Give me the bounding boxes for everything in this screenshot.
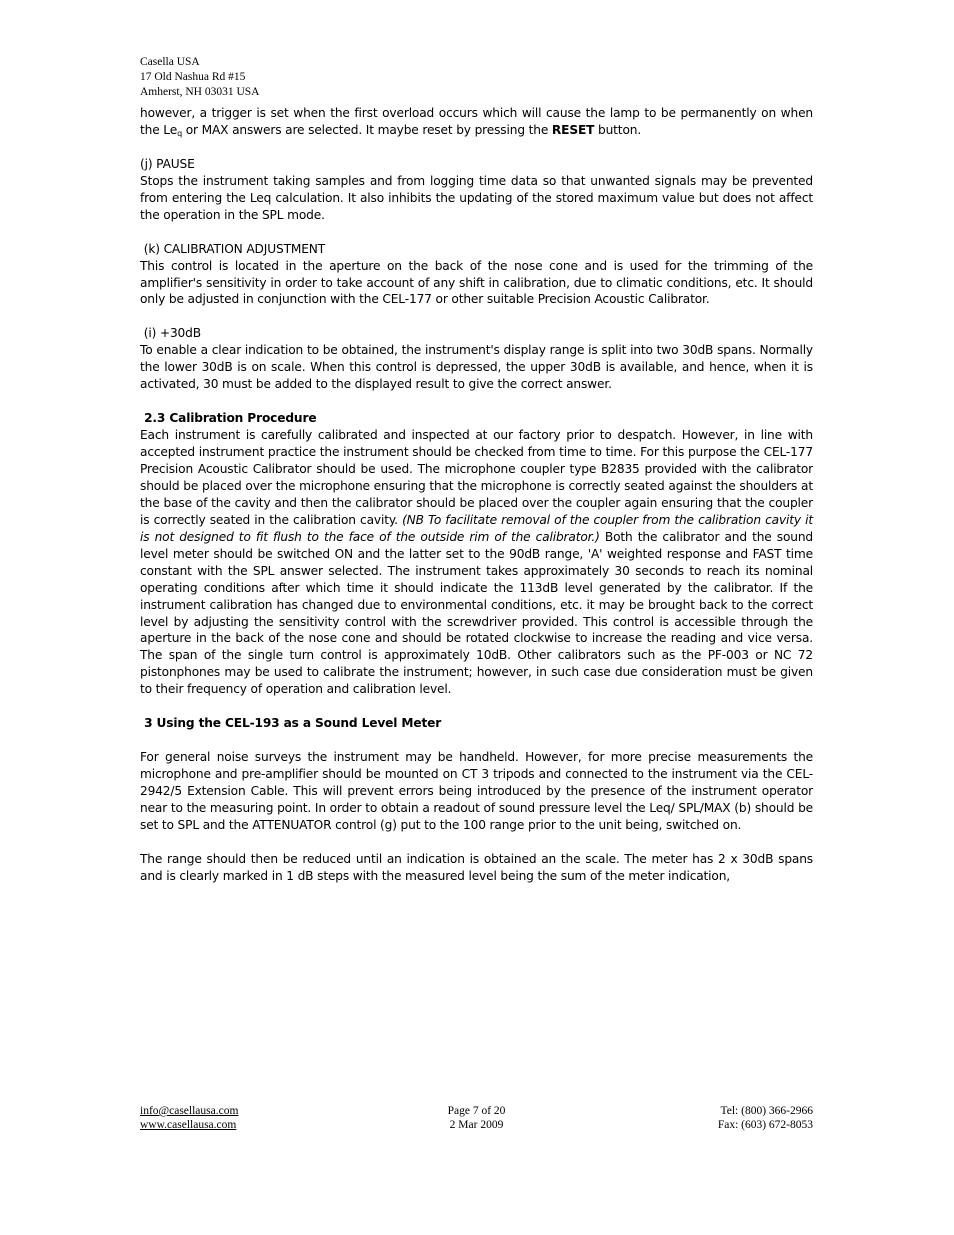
section-title-pause: (j) PAUSE: [140, 156, 195, 171]
letterhead: [140, 55, 259, 100]
paragraph-30db: To enable a clear indication to be obtained, the instrument's display range is split into two 30dB spans. Normally the lower 30dB is on scale. When this control is depressed, the upper 30dB is available, and hence, when it is activated, 30 must be added to the displayed result to give the correct answer.: [140, 343, 813, 392]
website-link[interactable]: www.casellausa.com: [140, 1119, 237, 1131]
paragraph-general-surveys: For general noise surveys the instrument may be handheld. However, for more precise measurements the microphone and pre-amplifier should be mounted on CT 3 tripods and connected to the instrument via the CEL-2942/5 Extension Cable. This will prevent errors being introduced by the presence of the instrument operator near to the measuring point. In order to obtain a readout of sound pressure level the Leq/ SPL/MAX (b) should be set to SPL and the ATTENUATOR control (g) put to the 100 range prior to the unit being, switched on.: [140, 750, 813, 832]
document-body: [140, 105, 813, 885]
footer-page-info: [140, 1104, 813, 1132]
heading-sound-level-meter: 3 Using the CEL-193 as a Sound Level Meter: [140, 716, 442, 731]
telephone: Tel: (800) 366-2966: [720, 1105, 813, 1117]
paragraph-calibration-procedure: Each instrument is carefully calibrated and inspected at our factory prior to despatch. However, in line with accepted instrument practice the instrument should be checked from time to time. For this purpose the CEL-177 Precision Acoustic Calibrator should be used. The microphone coupler type B2835 provided with the calibrator should be placed over the microphone ensuring that the microphone is correctly seated against the shoulders at the base of the cavity and then the calibrator should be placed over the coupler again ensuring that the coupler is correctly seated in the calibration cavity. (NB To facilitate removal of the coupler from the calibration cavity it is not designed to fit flush to the face of the outside rim of the calibrator.) Both the calibrator and the sound level meter should be switched ON and the latter set to the 90dB range, 'A' weighted response and FAST time constant with the SPL answer selected. The instrument takes approximately 30 seconds to reach its nominal operating conditions after which time it should indicate the 113dB level generated by the calibrator. If the instrument calibration has changed due to environmental conditions, etc. it may be brought back to the correct level by adjusting the sensitivity control with the screwdriver provided. This control is accessible through the aperture in the back of the nose cone and should be rotated clockwise to increase the reading and vice versa. The span of the single turn control is approximately 10dB. Other calibrators such as the PF-003 or NC 72 pistonphones may be used to calibrate the instrument; however, in such case due consideration must be given to their frequency of operation and calibration level.: [140, 428, 813, 697]
heading-calibration-procedure: 2.3 Calibration Procedure: [140, 411, 317, 426]
paragraph-range: The range should then be reduced until an indication is obtained an the scale. The meter has 2 x 30dB spans and is clearly marked in 1 dB steps with the measured level being the sum of the meter indication,: [140, 851, 813, 883]
reset-label: RESET: [551, 122, 595, 137]
company-name: Casella USA: [140, 56, 200, 68]
paragraph-calibration-adjustment: This control is located in the aperture on the back of the nose cone and is used for the trimming of the amplifier's sensitivity in order to take account of any shift in calibration, due to climatic conditions, etc. It should only be adjusted in conjunction with the CEL-177 or other suitable Precision Acoustic Calibrator.: [140, 258, 813, 307]
section-title-30db: (i) +30dB: [140, 326, 201, 341]
paragraph-pause: Stops the instrument taking samples and from logging time data so that unwanted signals may be prevented from entering the Leq calculation. It also inhibits the updating of the stored maximum value but does not affect the operation in the SPL mode.: [140, 173, 813, 222]
address-line-2: Amherst, NH 03031 USA: [140, 86, 260, 98]
footer-contact: [718, 1104, 813, 1132]
address-line-1: 17 Old Nashua Rd #15: [140, 71, 246, 83]
paragraph-overload: however, a trigger is set when the first overload occurs which will cause the lamp to be permanently on when the $Le_q$ or MAX answers are selected. It maybe reset by pressing the RESET button.: [140, 106, 813, 138]
fax: Fax: (603) 672-8053: [717, 1119, 813, 1131]
page-number: Page 7 of 20: [447, 1105, 506, 1117]
email-link[interactable]: info@casellausa.com: [140, 1105, 239, 1117]
section-title-calibration-adjustment: (k) CALIBRATION ADJUSTMENT: [140, 241, 326, 256]
document-date: 2 Mar 2009: [449, 1119, 504, 1131]
